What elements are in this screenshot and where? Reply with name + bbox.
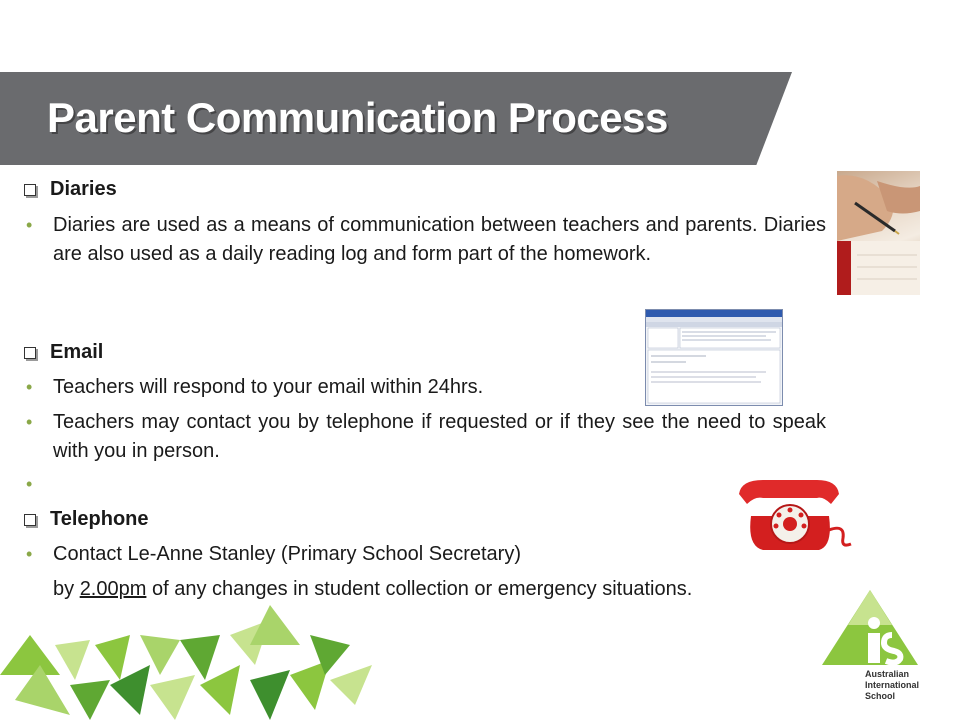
school-logo-text: [865, 669, 919, 702]
bullet-text: Teachers may contact you by telephone if requested or if they see the need to speak with you in person.: [53, 411, 826, 462]
bullet-item: [26, 540, 826, 569]
telephone-icon: [733, 474, 855, 552]
logo-line-1: Australian: [865, 669, 910, 679]
section-heading-diaries: [24, 178, 117, 201]
note-suffix: of any changes in student collection or emergency situations.: [146, 578, 693, 600]
heading-text: Telephone: [50, 508, 149, 530]
logo-line-3: School: [865, 691, 896, 701]
bullet-dot-icon: •: [26, 215, 33, 235]
email-window-icon: [646, 310, 782, 405]
bullet-text: Diaries are used as a means of communication between teachers and parents. Diaries are also used as a daily reading log and form part of the homework.: [53, 214, 826, 265]
slide-title: Parent Communication Process: [47, 94, 668, 141]
bullet-text: Contact Le-Anne Stanley (Primary School Secretary): [53, 543, 521, 565]
bullet-dot-icon: •: [26, 412, 33, 432]
hand-pen-icon: [837, 171, 920, 295]
checkbox-icon: [24, 514, 36, 526]
section-heading-email: [24, 341, 103, 364]
bullet-dot-icon: •: [26, 544, 33, 564]
bullet-text: Teachers will respond to your email within 24hrs.: [53, 376, 484, 398]
checkbox-icon: [24, 184, 36, 196]
note-prefix: by: [53, 578, 80, 600]
heading-text: Diaries: [50, 178, 117, 200]
checkbox-icon: [24, 347, 36, 359]
bullet-dot-icon: •: [26, 377, 33, 397]
section-heading-telephone: [24, 508, 149, 531]
email-client-screenshot: [645, 309, 783, 406]
heading-text: Email: [50, 341, 104, 363]
note-time: 2.00pm: [79, 578, 147, 600]
decorative-triangle-pattern: [0, 605, 380, 720]
red-telephone-photo: [733, 474, 855, 552]
logo-line-2: International: [865, 680, 920, 690]
collection-note: [53, 578, 692, 601]
bullet-item: [26, 211, 826, 269]
diary-writing-photo: [837, 171, 920, 295]
bullet-item: [26, 408, 826, 466]
bullet-dot-icon: •: [26, 474, 33, 494]
